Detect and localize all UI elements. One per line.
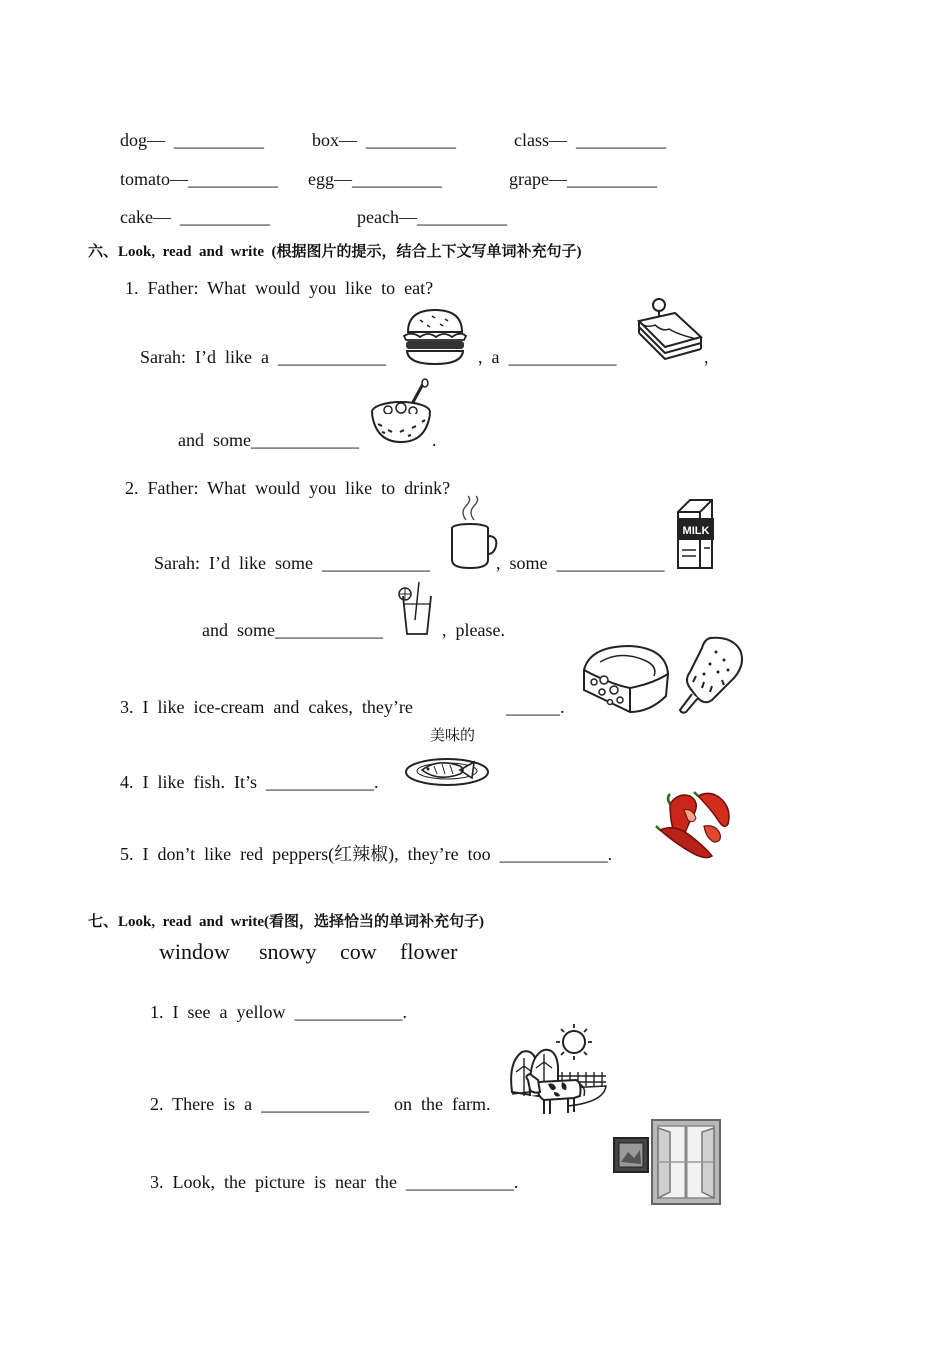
- farm-cow-icon: [508, 1022, 610, 1118]
- q3-blank: ______.: [506, 697, 565, 717]
- ice-cream-bar-icon: [676, 636, 746, 716]
- plural-cake: cake— __________: [120, 207, 270, 227]
- word-bank-flower: flower: [400, 939, 458, 964]
- milk-label: MILK: [682, 525, 710, 537]
- q1-answer-b: , a ____________: [478, 347, 617, 367]
- fish-plate-icon: [404, 752, 490, 788]
- q1-answer-a: Sarah: I’d like a ____________: [140, 347, 386, 367]
- plural-class: class— __________: [514, 130, 666, 150]
- word-bank-cow: cow: [340, 939, 377, 964]
- hamburger-icon: [400, 306, 470, 366]
- s7-q3: 3. Look, the picture is near the ____________.: [150, 1172, 519, 1192]
- s7-q2-a: 2. There is a ____________: [150, 1094, 370, 1114]
- q1-question: 1. Father: What would you like to eat?: [125, 278, 434, 298]
- salad-bowl-icon: [368, 378, 434, 446]
- section7-heading: 七、Look, read and write(看图，选择恰当的单词补充句子): [88, 914, 484, 930]
- word-bank-snowy: snowy: [259, 939, 317, 964]
- window-picture-icon: [612, 1118, 722, 1206]
- q3-text: 3. I like ice-cream and cakes, they’re: [120, 697, 413, 717]
- q2-answer-d: , please.: [442, 620, 505, 640]
- q3-hint: 美味的: [430, 726, 476, 744]
- milk-carton-icon: [672, 498, 718, 570]
- q2-answer-c: and some____________: [202, 620, 383, 640]
- q2-answer-b: , some ____________: [496, 553, 665, 573]
- juice-glass-icon: [395, 580, 435, 638]
- plural-grape: grape—__________: [509, 169, 657, 189]
- plural-box: box— __________: [312, 130, 456, 150]
- q1-answer-period: .: [432, 430, 437, 450]
- q2-question: 2. Father: What would you like to drink?: [125, 478, 451, 498]
- q2-answer-a: Sarah: I’d like some ____________: [154, 553, 430, 573]
- sandwich-icon: [635, 297, 705, 365]
- plural-egg: egg—__________: [308, 169, 442, 189]
- red-peppers-icon: [654, 790, 736, 862]
- plural-dog: dog— __________: [120, 130, 264, 150]
- section6-heading: 六、Look, read and write (根据图片的提示，结合上下文写单词补充句子): [88, 244, 582, 260]
- cheese-icon: [580, 640, 672, 716]
- plural-tomato: tomato—__________: [120, 169, 278, 189]
- s7-q2-b: on the farm.: [394, 1094, 491, 1114]
- plural-peach: peach—__________: [357, 207, 507, 227]
- word-bank-window: window: [159, 939, 230, 964]
- q5-text: 5. I don’t like red peppers(红辣椒), they’re too ____________.: [120, 844, 613, 864]
- q1-answer-comma: ,: [704, 347, 709, 367]
- q1-answer-c: and some____________: [178, 430, 359, 450]
- s7-q1: 1. I see a yellow ____________.: [150, 1002, 407, 1022]
- q4-text: 4. I like fish. It’s ____________.: [120, 772, 379, 792]
- hot-drink-cup-icon: [448, 500, 498, 570]
